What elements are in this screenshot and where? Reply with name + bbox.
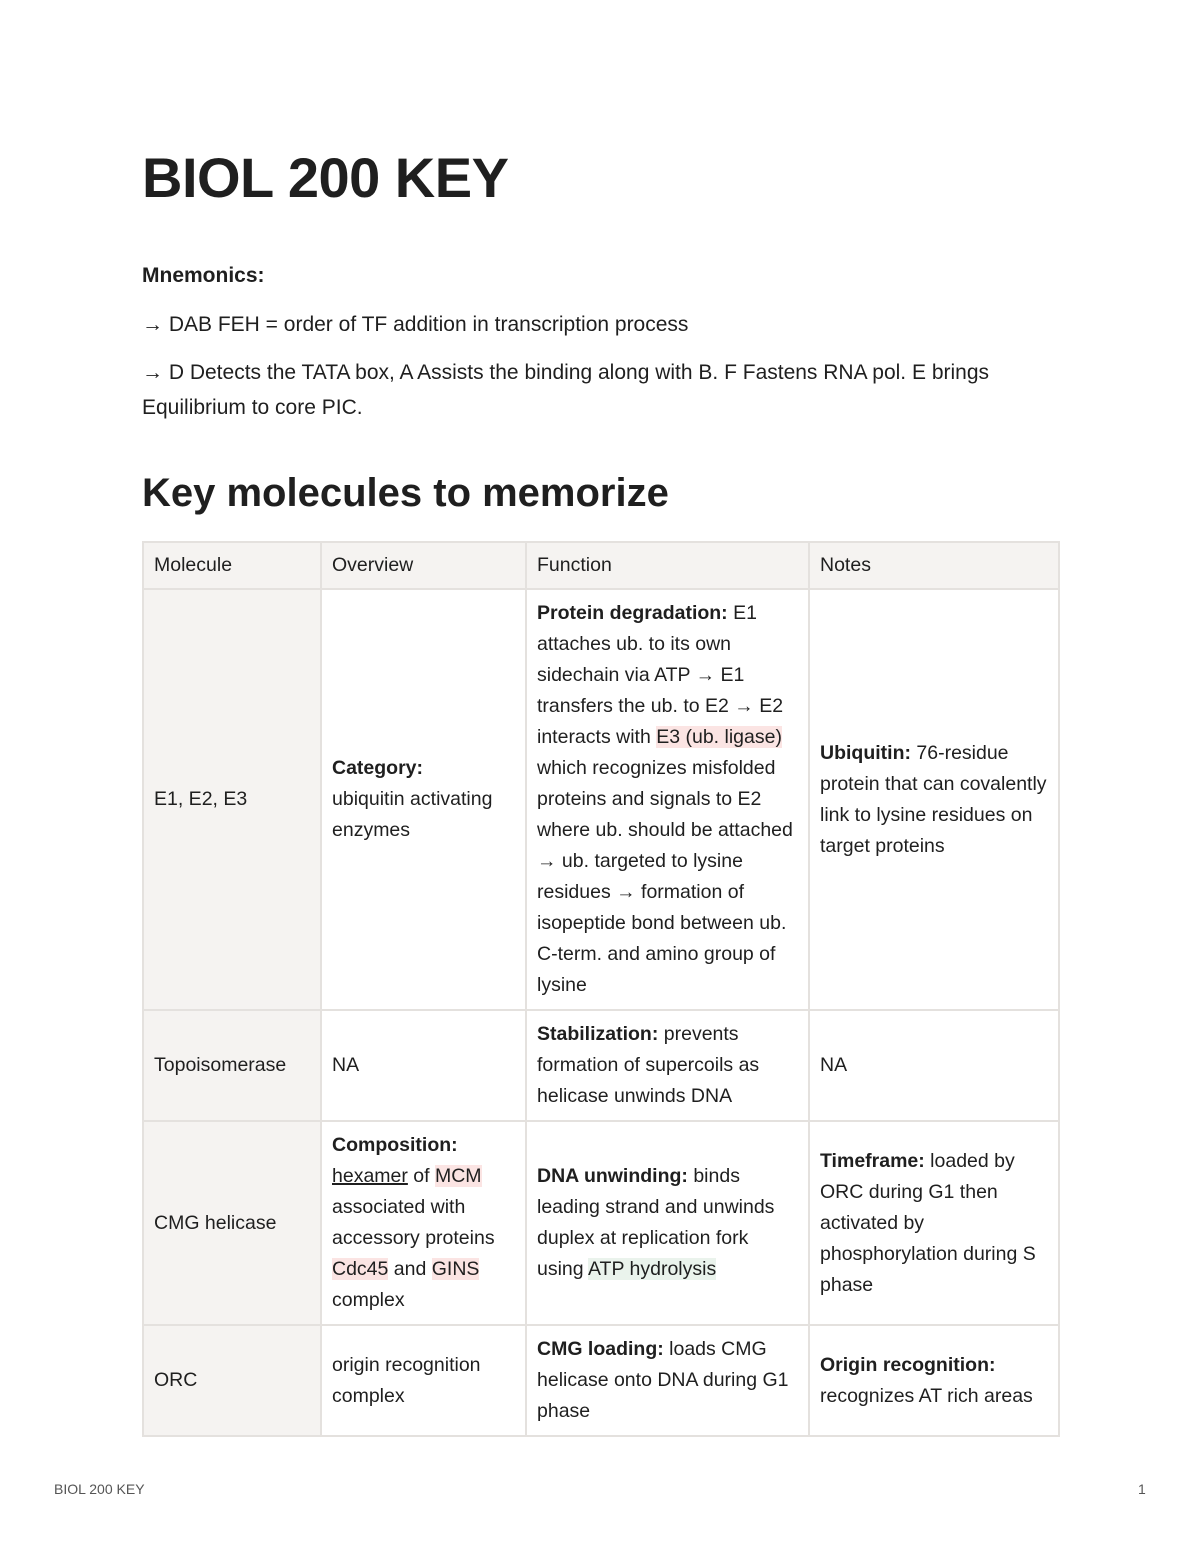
section-heading: Key molecules to memorize xyxy=(142,471,669,515)
highlighted-term: ATP hydrolysis xyxy=(587,1258,717,1280)
cell-molecule: CMG helicase xyxy=(143,1121,321,1325)
mnemonic-line-1: → DAB FEH = order of TF addition in transcription process xyxy=(142,313,689,336)
molecules-table xyxy=(142,541,1060,1437)
overview-label: Composition: xyxy=(332,1134,458,1156)
table-row xyxy=(143,1121,1059,1325)
notes-label: Timeframe: xyxy=(820,1149,925,1172)
function-text: E1 attaches ub. to its own sidechain via ATP → E1 transfers the ub. to E2 → E2 interacts with xyxy=(537,602,784,748)
header-function: Function xyxy=(526,542,809,589)
function-label: CMG loading: xyxy=(537,1338,664,1360)
overview-label: Category: xyxy=(332,757,424,779)
cell-notes xyxy=(809,1121,1059,1325)
overview-text: ubiquitin activating enzymes xyxy=(332,788,493,841)
function-text: prevents formation of supercoils as helicase unwinds DNA xyxy=(537,1023,760,1107)
overview-text: and xyxy=(388,1258,432,1280)
cell-overview xyxy=(321,1121,526,1325)
cell-notes: NA xyxy=(809,1010,1059,1121)
function-text: loads CMG helicase onto DNA during G1 phase xyxy=(537,1338,789,1422)
highlighted-term: GINS xyxy=(431,1258,480,1280)
function-text: binds leading strand and unwinds duplex at replication fork using xyxy=(537,1165,775,1280)
cell-molecule: ORC xyxy=(143,1325,321,1436)
highlighted-term: MCM xyxy=(434,1165,482,1187)
footer-page-number: 1 xyxy=(1138,1481,1146,1497)
table-row xyxy=(143,1010,1059,1121)
notes-label: Ubiquitin: xyxy=(820,741,911,764)
header-notes: Notes xyxy=(809,542,1059,589)
cell-molecule: Topoisomerase xyxy=(143,1010,321,1121)
cell-molecule: E1, E2, E3 xyxy=(143,589,321,1010)
page-title: BIOL 200 KEY xyxy=(142,146,509,209)
overview-text: of xyxy=(407,1165,435,1187)
cell-function xyxy=(526,1121,809,1325)
table-header-row xyxy=(143,542,1059,589)
cell-notes xyxy=(809,589,1059,1010)
function-label: DNA unwinding: xyxy=(537,1165,688,1187)
highlighted-term: E3 (ub. ligase) xyxy=(656,726,782,748)
cell-notes xyxy=(809,1325,1059,1436)
underlined-term: hexamer xyxy=(332,1165,408,1187)
overview-text: associated with accessory proteins xyxy=(332,1196,495,1249)
notes-text: 76-residue protein that can covalently link to lysine residues on target proteins xyxy=(820,741,1047,857)
function-label: Stabilization: xyxy=(537,1023,659,1045)
function-text: which recognizes misfolded proteins and signals to E2 where ub. should be attached → ub. targeted to lysine residues → formation of isopeptide bond between ub. C-term. and amino group of lysine xyxy=(537,757,793,996)
notes-text: loaded by ORC during G1 then activated by phosphorylation during S phase xyxy=(820,1149,1036,1296)
notes-text: recognizes AT rich areas xyxy=(820,1384,1033,1407)
cell-overview: NA xyxy=(321,1010,526,1121)
overview-text: complex xyxy=(332,1289,405,1311)
header-overview: Overview xyxy=(321,542,526,589)
mnemonic-line-2: → D Detects the TATA box, A Assists the binding along with B. F Fastens RNA pol. E brings Equilibrium to core PIC. xyxy=(142,361,990,419)
cell-overview xyxy=(321,589,526,1010)
cell-function xyxy=(526,1325,809,1436)
mnemonics-heading: Mnemonics: xyxy=(142,264,265,287)
cell-overview: origin recognition complex xyxy=(321,1325,526,1436)
highlighted-term: Cdc45 xyxy=(332,1258,389,1280)
notes-label: Origin recognition: xyxy=(820,1353,996,1376)
function-label: Protein degradation: xyxy=(537,602,728,624)
table-row xyxy=(143,1325,1059,1436)
cell-function xyxy=(526,1010,809,1121)
table-row xyxy=(143,589,1059,1010)
footer-doc-title: BIOL 200 KEY xyxy=(54,1481,145,1497)
cell-function xyxy=(526,589,809,1010)
header-molecule: Molecule xyxy=(143,542,321,589)
